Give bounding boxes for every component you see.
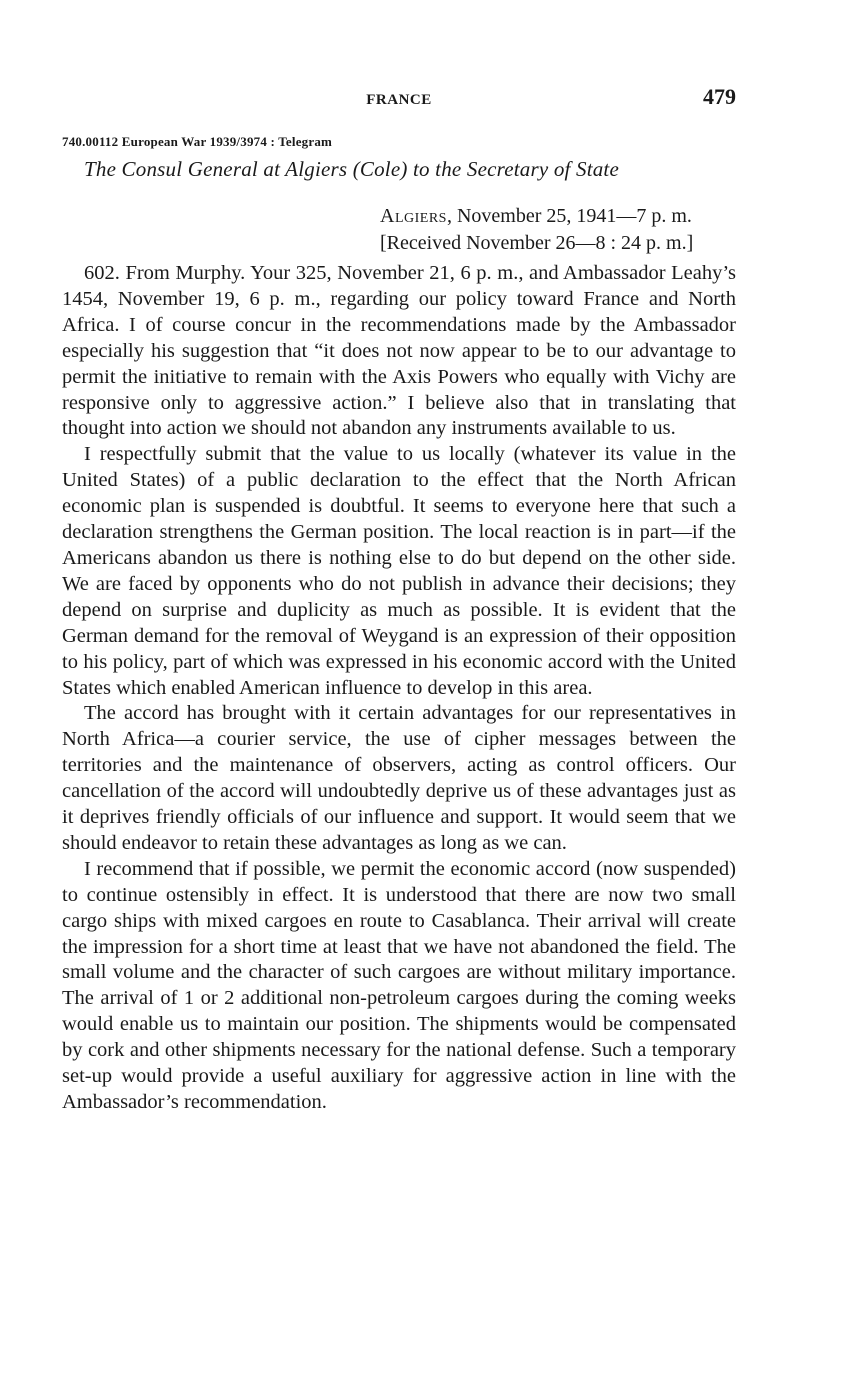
dateline-sent (380, 203, 740, 230)
body-paragraph: 602. From Murphy. Your 325, November 21, 6 p. m., and Ambassador Leahy’s 1454, November 19, 6 p. m., regarding our policy toward France and North Africa. I of course concur in the recommendations made by the Ambassador especially his suggestion that “it does not now appear to be to our advantage to permit the initiative to remain with the Axis Powers who equally with Vichy are responsive only to aggressive action.” I believe also that in translating that thought into action we should not abandon any instruments available to us. (62, 262, 736, 440)
page-number: 479 (703, 84, 736, 109)
body-paragraph: The accord has brought with it certain advantages for our representatives in North Africa—a courier service, the use of cipher messages between the territories and the maintenance of observers, acting as control officers. Our cancellation of the accord will undoubtedly deprive us of these advantages just as it deprives friendly officials of our influence and support. It would seem that we should endeavor to retain these advantages as long as we can. (62, 702, 736, 854)
body-paragraph: I recommend that if possible, we permit the economic accord (now suspended) to continue ostensibly in effect. It is understood that there are now two small cargo ships with mixed cargoes en route to Casablanca. Their arrival will create the impression for a short time at least that we have not abandoned the field. The small volume and the character of such cargoes are without military importance. The arrival of 1 or 2 additional non-petroleum cargoes during the coming weeks would enable us to maintain our position. The shipments would be compensated by cork and other shipments necessary for the national defense. Such a temporary set-up would provide a useful auxiliary for aggressive action in line with the Ambassador’s recommendation. (62, 857, 736, 1113)
running-head: FRANCE (366, 92, 432, 108)
page-header (62, 84, 736, 116)
dateline (380, 203, 740, 257)
telegram-body (62, 261, 736, 1116)
dateline-place: Algiers (380, 205, 447, 227)
body-paragraph: I respectfully submit that the value to us locally (whatever its value in the United States) of a public declaration to the effect that the North African economic plan is suspended is doubtful. It seems to everyone here that such a declaration strengthens the German position. The local reaction is in part—if the Americans abandon us there is nothing else to do but depend on the other side. We are faced by opponents who do not publish in advance their decisions; they depend on surprise and duplicity as much as possible. It is evident that the German demand for the removal of Weygand is an expression of their opposition to his policy, part of which was expressed in his economic accord with the United States which enabled American influence to develop in this area. (62, 443, 736, 699)
file-reference: 740.00112 European War 1939/3974 : Telegram (62, 134, 333, 149)
document-title: The Consul General at Algiers (Cole) to the Secretary of State (84, 157, 619, 181)
dateline-date: , November 25, 1941—7 p. m. (446, 205, 692, 227)
dateline-received: [Received November 26—8 : 24 p. m.] (380, 232, 694, 254)
